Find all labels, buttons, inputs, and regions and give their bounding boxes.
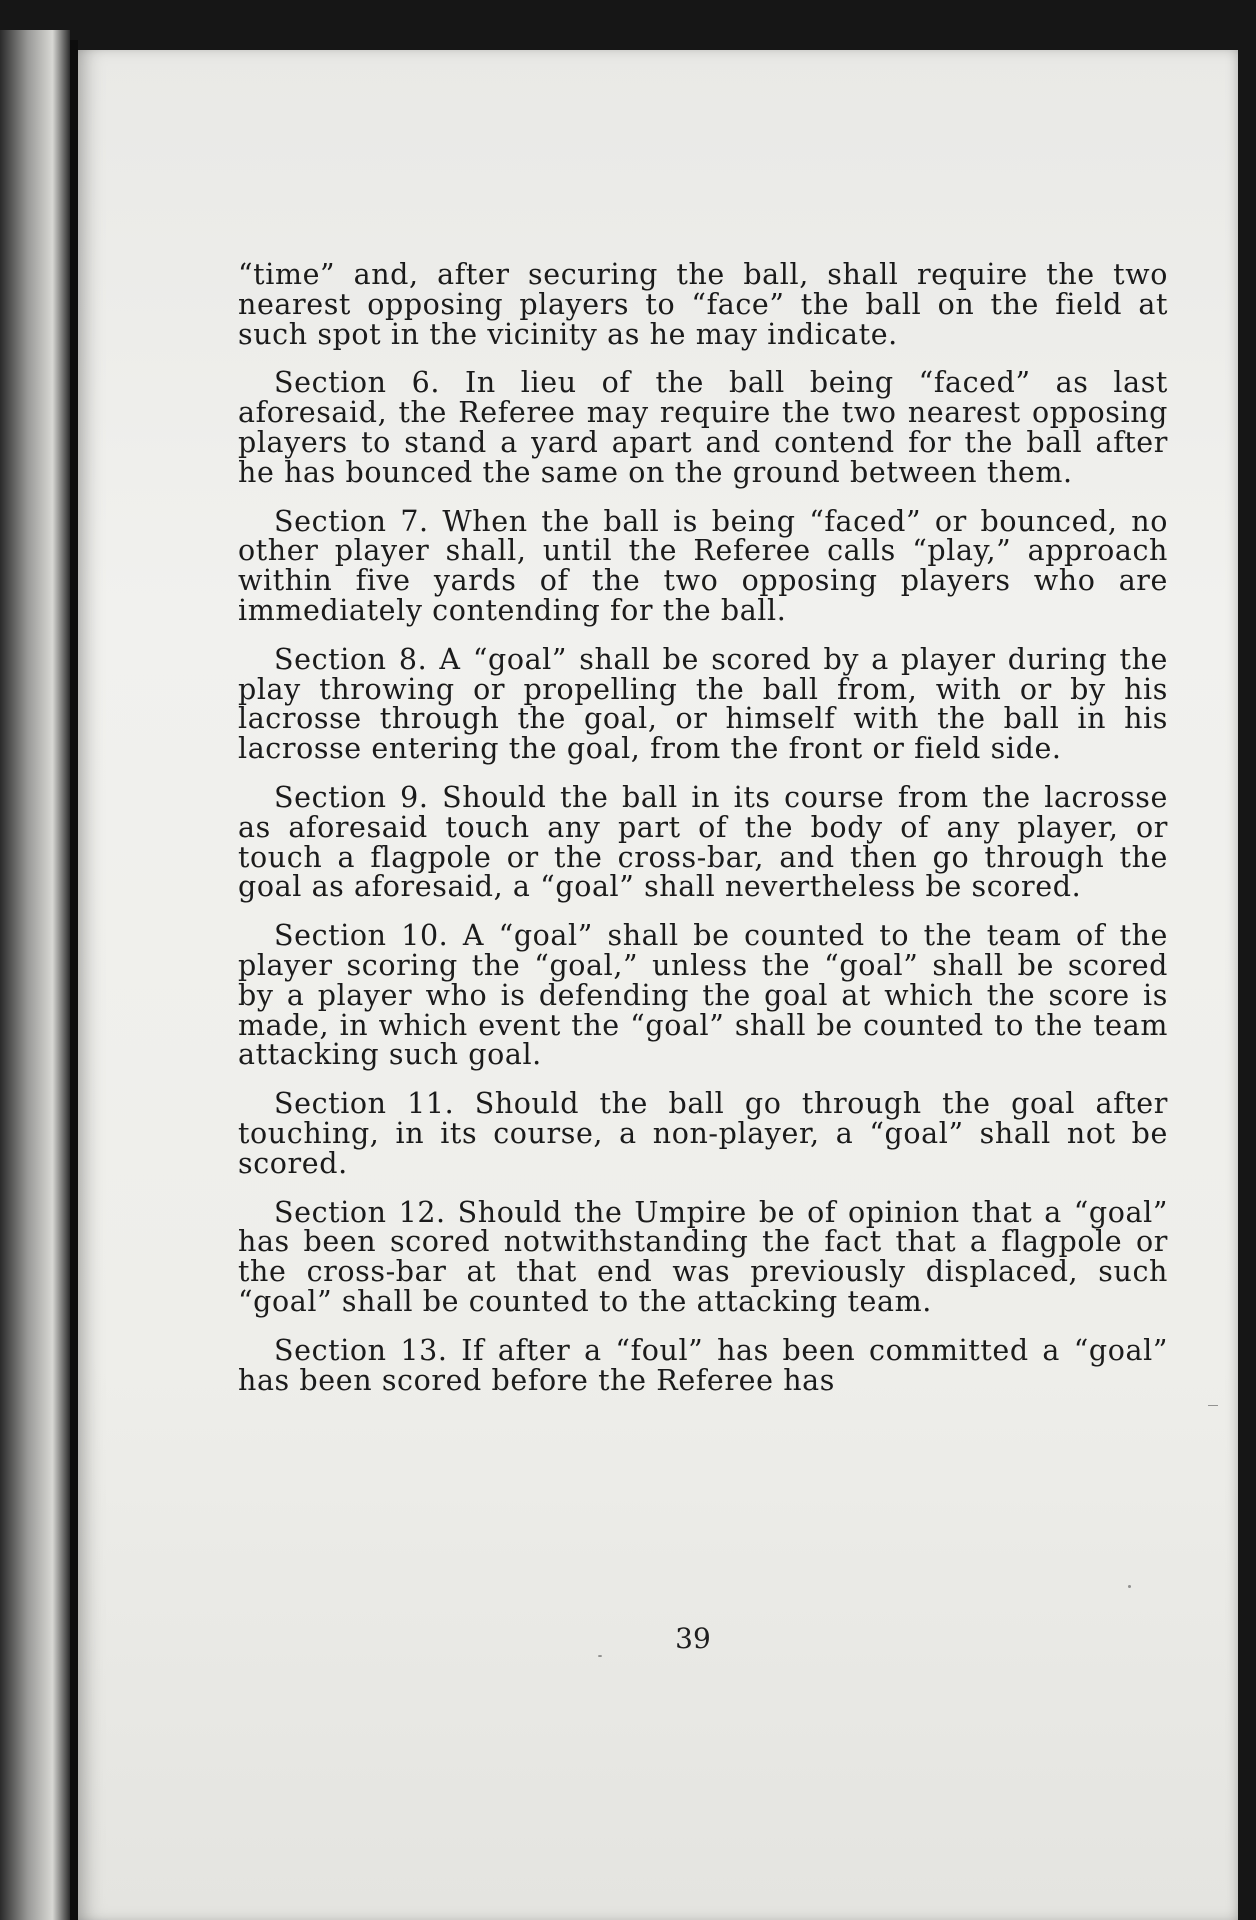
paragraph-section-10: Section 10. A “goal” shall be counted to the team of the player scoring the “goal,” unless the “goal” shall be scored by a player who is defending the goal at which the score is made, in which event the “goal” shall be counted to the team attacking such goal. [238,919,1168,1072]
paragraph-section-8: Section 8. A “goal” shall be scored by a player during the play throwing or propelling the ball from, with or by his lacrosse through the goal, or himself with the ball in his lacrosse entering the goal, from the front or field side. [238,642,1168,766]
paragraph-section-12: Section 12. Should the Umpire be of opinion that a “goal” has been scored notwithstanding the fact that a flagpole or the cross-bar at that end was previously displaced, such “goal” shall be counted to the attacking team. [238,1195,1168,1318]
page-number: 39 [675,1622,711,1655]
dust-speck [598,1655,602,1657]
page [78,50,1238,1920]
paragraph-section-7: Section 7. When the ball is being “faced” or bounced, no other player shall, until the Referee calls “play,” approach within five yards of the two opposing players who are immediately contending for the ball. [238,504,1168,627]
paragraph-section-6: Section 6. In lieu of the ball being “faced” as last aforesaid, the Referee may require the two nearest opposing players to stand a yard apart and contend for the ball after he has bounced the same on the ground between them. [238,366,1168,489]
page-gutter-edge [70,40,78,1920]
paragraph-continuation: “time” and, after securing the ball, shall require the two nearest opposing players to “face” the ball on the field at such spot in the vicinity as he may indicate. [238,258,1168,351]
book-spine [0,30,70,1920]
dust-speck [1128,1585,1131,1588]
body-text [238,260,1168,1414]
paragraph-section-13: Section 13. If after a “foul” has been committed a “goal” has been scored before the Referee has [238,1333,1168,1397]
dust-speck [1208,1405,1218,1406]
paragraph-section-9: Section 9. Should the ball in its course from the lacrosse as aforesaid touch any part of the body of any player, or touch a flagpole or the cross-bar, and then go through the goal as aforesaid, a “goal” shall nevertheless be scored. [238,780,1168,904]
paragraph-section-11: Section 11. Should the ball go through the goal after touching, in its course, a non-player, a “goal” shall not be scored. [238,1087,1168,1180]
